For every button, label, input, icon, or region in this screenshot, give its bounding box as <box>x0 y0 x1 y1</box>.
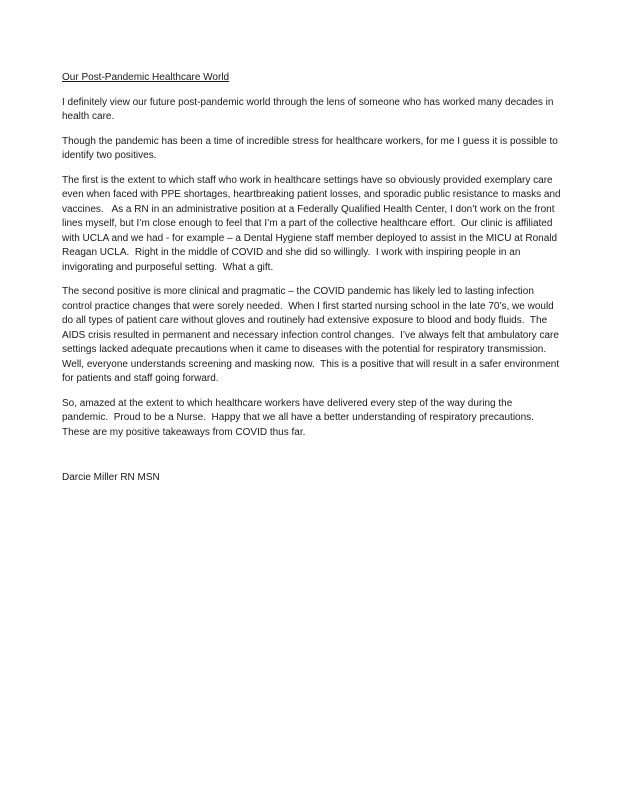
paragraph-first-positive: The first is the extent to which staff who work in healthcare settings have so obviously provided exemplary care even when faced with PPE shortages, heartbreaking patient losses, and sporadic public resistance to masks and vaccines. As a RN in an administrative position at a Federally Qualified Health Center, I don’t work on the front lines myself, but I’m close enough to feel that I’m a part of the collective healthcare effort. Our clinic is affiliated with UCLA and we had - for example – a Dental Hygiene staff member deployed to assist in the MICU at Ronald Reagan UCLA. Right in the middle of COVID and she did so willingly. I work with inspiring people in an invigorating and purposeful setting. What a gift. <box>62 174 564 273</box>
paragraph-second-positive: The second positive is more clinical and pragmatic – the COVID pandemic has likely led to lasting infection control practice changes that were sorely needed. When I first started nursing school in the late 70’s, we would do all types of patient care without gloves and routinely had extensive exposure to blood and body fluids. The AIDS crisis resulted in permanent and necessary infection control changes. I’ve always felt that ambulatory care settings lacked adequate precautions when it came to diseases with the potential for respiratory transmission. Well, everyone understands screening and masking now. This is a positive that will result in a safer environment for patients and staff going forward. <box>62 286 562 384</box>
document-title: Our Post-Pandemic Healthcare World <box>62 72 230 83</box>
signature: Darcie Miller RN MSN <box>62 472 160 483</box>
paragraph-two-positives: Though the pandemic has been a time of incredible stress for healthcare workers, for me I guess it is possible to identify two positives. <box>62 135 561 161</box>
paragraph-closing: So, amazed at the extent to which healthcare workers have delivered every step of the way during the pandemic. Proud to be a Nurse. Happy that we all have a better understanding of respiratory precautions. These are my positive takeaways from COVID thus far. <box>62 397 540 438</box>
letter-body <box>62 71 564 486</box>
paragraph-intro: I definitely view our future post-pandemic world through the lens of someone who has worked many decades in health care. <box>62 96 557 122</box>
